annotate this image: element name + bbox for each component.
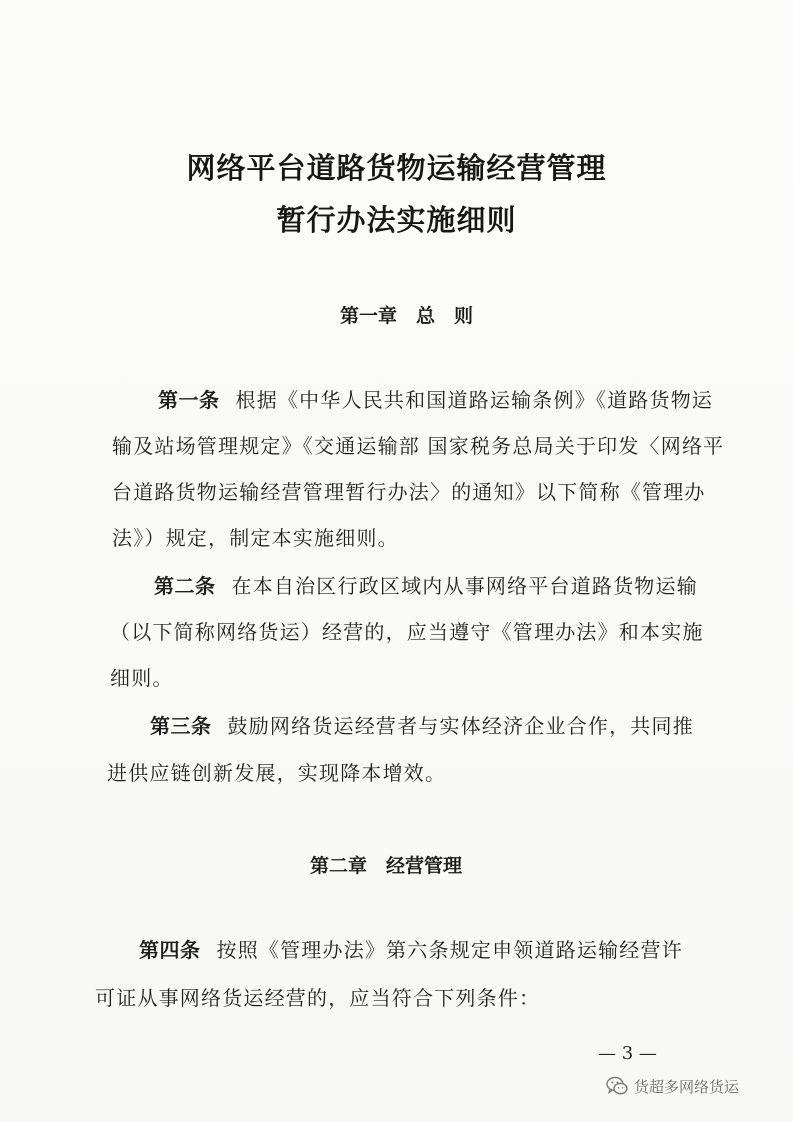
article-2-line-3: 细则。	[110, 666, 174, 690]
page-number: — 3 —	[598, 1043, 657, 1064]
watermark	[606, 1073, 739, 1099]
article-3-line-1	[150, 710, 694, 739]
article-4-line-2: 可证从事网络货运经营的，应当符合下列条件：	[95, 986, 541, 1010]
chapter-2-heading: 第二章 经营管理	[310, 855, 463, 877]
wechat-icon	[606, 1076, 628, 1096]
document-title-line-2: 暂行办法实施细则	[276, 203, 517, 237]
article-4-line-1	[139, 934, 683, 963]
article-1-label: 第一条	[158, 388, 220, 412]
article-4-label: 第四条	[139, 938, 201, 962]
article-2-line-1	[154, 570, 698, 599]
article-3-label: 第三条	[150, 714, 212, 738]
article-1-text-1: 根据《中华人民共和国道路运输条例》《道路货物运	[235, 388, 714, 412]
article-2-line-2: （以下简称网络货运）经营的，应当遵守《管理办法》和本实施	[110, 620, 704, 644]
article-4-text-1: 按照《管理办法》第六条规定申领道路运输经营许	[216, 938, 683, 962]
article-2-text-1: 在本自治区行政区域内从事网络平台道路货物运输	[231, 574, 698, 598]
article-1-line-4: 法》）规定，制定本实施细则。	[112, 526, 399, 550]
article-1-line-2: 输及站场管理规定》《交通运输部 国家税务总局关于印发〈网络平	[112, 434, 725, 458]
article-3-text-1: 鼓励网络货运经营者与实体经济企业合作，共同推	[227, 714, 694, 738]
watermark-text: 货超多网络货运	[634, 1077, 740, 1096]
article-1-line-3: 台道路货物运输经营管理暂行办法〉的通知》以下简称《管理办	[112, 480, 706, 504]
article-2-label: 第二条	[154, 574, 216, 598]
document-title-line-1: 网络平台道路货物运输经营管理	[186, 151, 607, 185]
chapter-1-heading: 第一章 总 则	[340, 305, 474, 327]
article-1-line-1	[158, 384, 713, 413]
article-3-line-2: 进供应链创新发展，实现降本增效。	[107, 761, 447, 785]
